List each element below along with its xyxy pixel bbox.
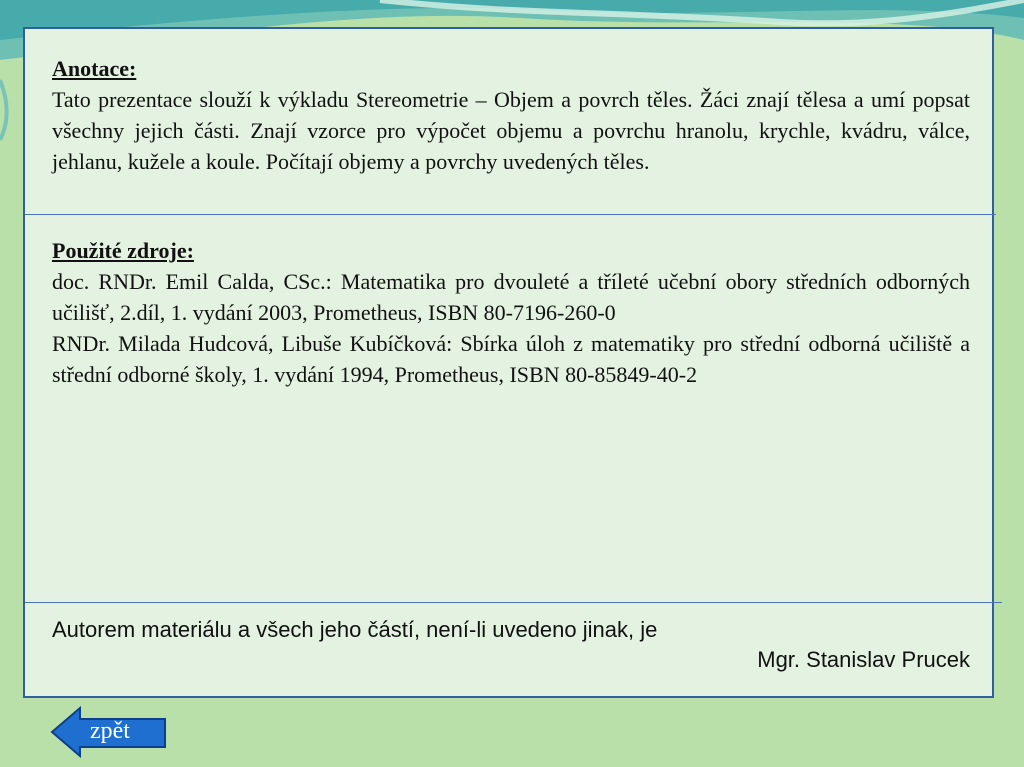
sources-heading: Použité zdroje: (52, 238, 194, 263)
author-block (52, 615, 970, 675)
footer-divider (25, 602, 1002, 603)
content-panel (23, 27, 994, 698)
annotation-section (52, 53, 970, 177)
annotation-text: Tato prezentace slouží k výkladu Stereometrie – Objem a povrch těles. Žáci znají tělesa a umí popsat všechny jejich části. Znají vzorce pro výpočet objemu a povrchu hranolu, krychle, kvádru, válce, jehlanu, kužele a koule. Počítají objemy a povrchy uvedených těles. (52, 87, 970, 174)
author-name: Mgr. Stanislav Prucek (757, 647, 970, 672)
back-button[interactable] (50, 706, 168, 758)
section-divider (25, 214, 996, 215)
author-line: Autorem materiálu a všech jeho částí, není-li uvedeno jinak, je (52, 617, 658, 642)
source-item: RNDr. Milada Hudcová, Libuše Kubíčková: Sbírka úloh z matematiky pro střední odborná učiliště a střední odborné školy, 1. vydání 1994, Prometheus, ISBN 80-85849-40-2 (52, 331, 970, 387)
source-item: doc. RNDr. Emil Calda, CSc.: Matematika pro dvouleté a tříleté učební obory středních odborných učilišť, 2.díl, 1. vydání 2003, Prometheus, ISBN 80-7196-260-0 (52, 269, 970, 325)
back-button-label: zpět (90, 718, 130, 744)
sources-section (52, 235, 970, 390)
annotation-heading: Anotace: (52, 56, 137, 81)
